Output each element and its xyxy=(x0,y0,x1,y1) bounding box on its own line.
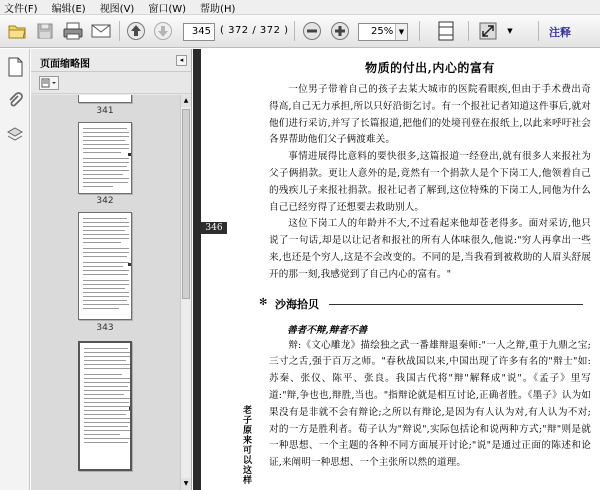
page-edge-strip xyxy=(193,49,201,490)
chevron-down-icon: ▼ xyxy=(395,24,407,40)
paragraph: 事情进展得比意料的要快很多,这篇报道一经登出,就有很多人来报社为父子俩捐款。更让人意外的是,竟然有一个捐款人是个下岗工人,他领着自己的残疾儿子来报社捐款。报社记者了解到,这位特殊的下岗工人,同他为什么自己已经穷得了还想要去救助别人。 xyxy=(269,151,591,213)
article-title: 物质的付出,内心的富有 xyxy=(365,61,495,75)
document-view[interactable] xyxy=(193,49,600,490)
thumbnail-panel-title: 页面缩略图 xyxy=(40,59,90,70)
page-number-input[interactable]: 345 xyxy=(183,23,215,41)
layers-icon[interactable] xyxy=(6,125,24,145)
menu-window[interactable]: 窗口(W) xyxy=(148,3,187,15)
page-number-tab: 346 xyxy=(201,222,227,234)
thumbnail-page-current[interactable] xyxy=(78,341,132,471)
page-content xyxy=(259,59,591,472)
single-page-icon[interactable] xyxy=(434,19,458,43)
zoom-value: 25% xyxy=(371,26,394,37)
thumbnail-options-bar xyxy=(31,72,191,94)
menu-help[interactable]: 帮助(H) xyxy=(200,3,236,15)
scrollbar-thumb[interactable] xyxy=(182,109,190,299)
email-icon[interactable] xyxy=(88,19,114,43)
annotate-button[interactable]: 注释 xyxy=(549,26,571,39)
page-count: ( 372 / 372 ) xyxy=(220,25,289,36)
menu-bar xyxy=(0,0,600,15)
thumbnail-label: 341 xyxy=(96,106,114,116)
zoom-out-icon[interactable] xyxy=(300,19,324,43)
options-menu-icon[interactable] xyxy=(39,76,59,90)
menu-file[interactable]: 文件(F) xyxy=(4,3,38,15)
scroll-down-icon[interactable]: ▼ xyxy=(181,478,191,490)
previous-page-icon[interactable] xyxy=(124,19,148,43)
thumbnail-panel xyxy=(31,49,192,490)
thumbnail-page[interactable] xyxy=(78,122,132,194)
scroll-up-icon[interactable]: ▲ xyxy=(181,95,191,107)
menu-view[interactable]: 视图(V) xyxy=(99,3,135,15)
thumbnail-list xyxy=(31,95,181,490)
section-heading xyxy=(259,288,591,320)
chevron-down-icon[interactable]: ▼ xyxy=(507,27,513,35)
toolbar xyxy=(0,15,600,48)
save-icon[interactable] xyxy=(32,19,58,43)
thumbnail-scrollbar[interactable] xyxy=(180,95,191,490)
thumbnail-panel-header xyxy=(31,49,191,72)
zoom-select[interactable] xyxy=(358,23,408,41)
collapse-panel-icon[interactable]: ◂ xyxy=(176,55,187,66)
pages-icon[interactable] xyxy=(6,57,24,77)
thumbnail-label: 343 xyxy=(96,323,114,333)
section-bullet-icon: ✻ xyxy=(259,296,268,308)
subsection-title: 善者不辩,辩者不善 xyxy=(287,324,368,336)
section-rule xyxy=(329,304,583,305)
running-head-vertical: 老子原来可以这样 xyxy=(241,405,251,485)
paragraph: 一位男子带着自己的孩子去某大城市的医院看眼疾,但由于手术费出奇得高,自己无力承担,所以只好沿街乞讨。有一个报社记者知道这件事后,就对他们进行采访,并写了长篇报道,把他们的处境刊登在报纸上,以此来呼吁社会各界帮助他们父子俩渡难关。 xyxy=(269,84,591,146)
paragraph: 辩:《文心雕龙》描绘独之武一番雄辩退秦师:"一人之辩,重于九鼎之宝;三寸之舌,强于百万之师。"春秋战国以来,中国出现了许多有名的"辩士"如:苏秦、张仪、陈平、张良。我国古代将"辩"解释成"说"。《孟子》里写道:"辩,争也也,辩胜,当也。"指辩论就是相互讨论,正确者胜。《墨子》认为如果没有是非就不会有辩论;之所以有辩论,是因为有人认为对,有人认为不对;对的一方是胜利者。荀子认为"辩说",实际包括论和说两种方式;"辩"则是就一种思想、一个主题的各种不同方面展开讨论;"说"是通过正面的陈述和论证,来阐明一种思想、一个主张所以然的道理。 xyxy=(269,339,591,469)
attachment-icon[interactable] xyxy=(6,91,24,111)
print-icon[interactable] xyxy=(60,19,86,43)
thumbnail-label: 342 xyxy=(96,196,114,206)
next-page-icon[interactable] xyxy=(151,19,175,43)
section-title: 沙海拾贝 xyxy=(275,297,319,311)
fit-window-icon[interactable] xyxy=(476,19,500,43)
thumbnail-page[interactable] xyxy=(78,95,132,103)
paragraph: 这位下岗工人的年龄并不大,不过看起来他却苍老得多。面对采访,他只说了一句话,却是以让记者和报社的所有人体味很久,他说:"穷人再拿出一些来,也还是个穷人,这是不会改变的。不同的是,当我看到被救助的人眉头舒展开的那一刻,我感觉到了自己内心的富有。" xyxy=(269,218,591,280)
menu-edit[interactable]: 编辑(E) xyxy=(51,3,86,15)
thumbnail-page[interactable] xyxy=(78,212,132,320)
zoom-in-icon[interactable] xyxy=(328,19,352,43)
navigation-rail xyxy=(0,49,30,490)
open-file-icon[interactable] xyxy=(4,19,30,43)
